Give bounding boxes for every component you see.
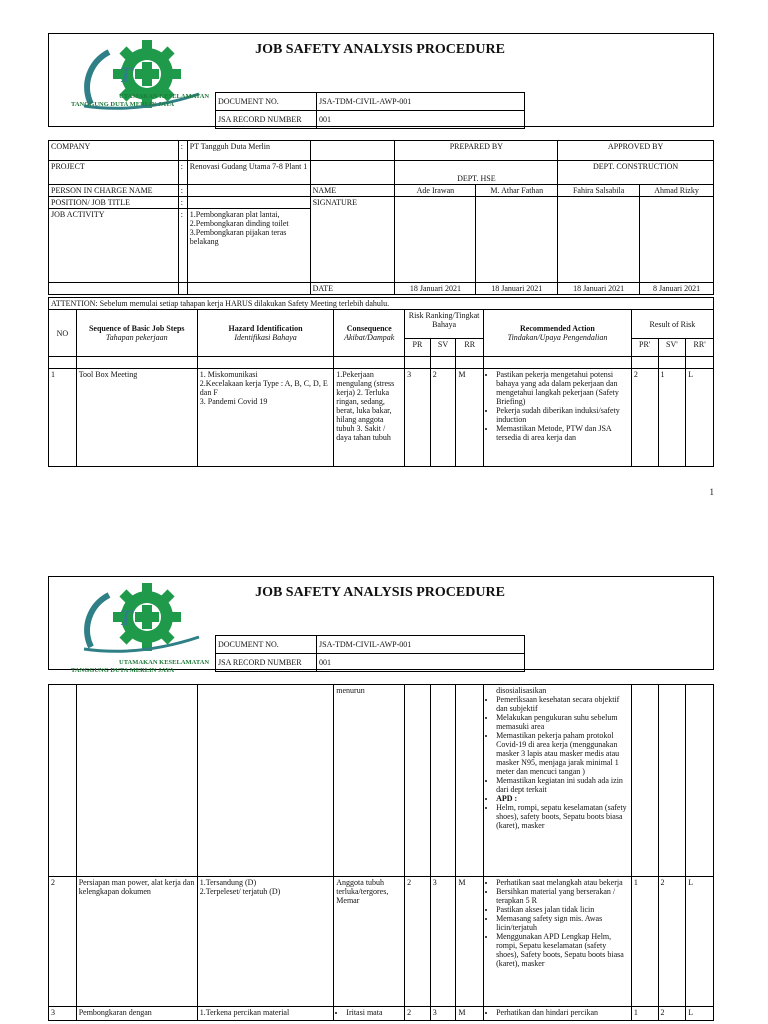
preparer-name-2: M. Athar Fathan — [476, 185, 558, 197]
row-rr: M — [456, 1007, 484, 1021]
jsa-table — [48, 297, 714, 467]
activity-item: 1.Pembongkaran plat lantai, — [189, 210, 280, 219]
position-label: POSITION/ JOB TITLE — [49, 197, 179, 209]
col-hazard — [197, 310, 333, 357]
action-item: • Melakukan pengukuran suhu sebelum memasuki area — [496, 713, 629, 731]
row-consequence: menurun — [334, 685, 405, 877]
table-row — [49, 685, 714, 877]
activity-label: JOB ACTIVITY — [49, 209, 179, 283]
row-pr2: 1 — [631, 877, 658, 1007]
col-consequence-subtitle: Akibat/Dampak — [344, 333, 395, 342]
logo-company-name: TANGGUNG DUTA MERLIN JAYA — [71, 667, 175, 674]
logo-tagline: UTAMAKAN KESELAMATAN — [119, 659, 210, 666]
table-row — [49, 1007, 714, 1021]
row-actions — [484, 877, 632, 1007]
prepared-by-heading: PREPARED BY — [395, 141, 558, 161]
action-item: • Memastikan pekerja paham protokol Covid-19 di area kerja (menggunakan masker 3 lapis atau masker medis atau masker N95, menjaga jarak minimal 1 meter dan mencuci tangan ) — [496, 731, 629, 776]
row-step: Tool Box Meeting — [76, 369, 197, 467]
col-steps — [76, 310, 197, 357]
row-rr2: L — [686, 877, 714, 1007]
row-sv: 3 — [430, 877, 456, 1007]
action-item: • Perhatikan saat melangkah atau bekerja — [496, 878, 629, 887]
date-1: 18 Januari 2021 — [395, 283, 476, 295]
row-pr: 2 — [405, 1007, 431, 1021]
hazard-item: 2.Kecelakaan kerja Type : A, B, C, D, E dan F — [199, 379, 328, 397]
col-hazard-title: Hazard Identification — [228, 324, 303, 333]
col-action — [484, 310, 632, 357]
company-label: COMPANY — [49, 141, 179, 161]
action-item: • Pemeriksaan kesehatan secara objektif dan subjektif — [496, 695, 629, 713]
col-rr2: RR' — [686, 339, 714, 357]
col-steps-title: Sequence of Basic Job Steps — [88, 324, 185, 333]
job-info-table — [48, 140, 714, 295]
row-step: Pembongkaran dengan — [76, 1007, 197, 1021]
action-item: • Pastikan pekerja mengetahui potensi bahaya yang ada dalam pekerjaan dan mengetahui langkah pekerjaan (Safety Briefing) — [496, 370, 629, 406]
company-logo — [49, 577, 215, 674]
signature-label: SIGNATURE — [310, 197, 395, 283]
row-sv2: 2 — [658, 877, 686, 1007]
hazard-item: 2.Terpeleset/ terjatuh (D) — [199, 887, 281, 896]
row-hazard — [197, 877, 333, 1007]
activity-item: 3.Pembongkaran pijakan teras belakang — [189, 228, 287, 246]
col-pr: PR — [405, 339, 431, 357]
document-header — [48, 33, 714, 127]
document-id-table — [215, 92, 525, 129]
action-item: • Memastikan kegiatan ini sudah ada izin dari dept terkait — [496, 776, 629, 794]
colon: : — [178, 141, 187, 161]
row-hazard — [197, 369, 333, 467]
logo-company-name: TANGGUNG DUTA MERLIN JAYA — [71, 101, 175, 108]
row-sv2: 1 — [658, 369, 686, 467]
svg-text:T: T — [119, 605, 133, 630]
hazard-item: 3. Pandemi Covid 19 — [199, 397, 268, 406]
col-hazard-subtitle: Identifikasi Bahaya — [234, 333, 297, 342]
row-consequence: Anggota tubuh terluka/tergores, Memar — [334, 877, 405, 1007]
row-rr2: L — [686, 1007, 714, 1021]
date-label: DATE — [310, 283, 395, 295]
colon: : — [178, 185, 187, 197]
date-2: 18 Januari 2021 — [476, 283, 558, 295]
activity-item: 2.Pembongkaran dinding toilet — [189, 219, 289, 228]
col-sv: SV — [430, 339, 456, 357]
col-action-subtitle: Tindakan/Upaya Pengendalian — [507, 333, 608, 342]
page-1 — [0, 0, 768, 510]
name-label: NAME — [310, 185, 395, 197]
action-item: • Pekerja sudah diberikan induksi/safety induction — [496, 406, 629, 424]
action-item: • Perhatikan dan hindari percikan — [496, 1008, 629, 1017]
col-sv2: SV' — [658, 339, 686, 357]
action-item: • APD : — [496, 794, 629, 803]
hazard-item: 1. Miskomunikasi — [199, 370, 258, 379]
dept-construction: DEPT. CONSTRUCTION — [558, 161, 714, 185]
col-result: Result of Risk — [631, 310, 713, 339]
approver-name-2: Ahmad Rizky — [640, 185, 714, 197]
row-no: 3 — [49, 1007, 77, 1021]
row-pr2: 1 — [631, 1007, 658, 1021]
dept-hse: DEPT. HSE — [395, 161, 558, 185]
row-actions — [484, 1007, 632, 1021]
action-item: • Helm, rompi, sepatu keselamatan (safety shoes), safety boots, Sepatu boots biasa (karet), masker — [496, 803, 629, 830]
document-title: JOB SAFETY ANALYSIS PROCEDURE — [255, 42, 505, 57]
row-pr2: 2 — [631, 369, 658, 467]
row-no: 1 — [49, 369, 77, 467]
consequence-item: • Iritasi mata — [346, 1008, 402, 1017]
row-pr: 2 — [405, 877, 431, 1007]
svg-text:T: T — [119, 62, 133, 87]
action-item: • Menggunakan APD Lengkap Helm, rompi, Sepatu keselamatan (safety shoes), Safety boots, Sepatu boots biasa (karet), masker — [496, 932, 629, 968]
row-rr: M — [456, 877, 484, 1007]
row-sv: 3 — [430, 1007, 456, 1021]
row-sv2: 2 — [658, 1007, 686, 1021]
col-action-title: Recommended Action — [520, 324, 595, 333]
table-row — [49, 369, 714, 467]
row-step: Persiapan man power, alat kerja dan kelengkapan dokumen — [76, 877, 197, 1007]
project-label: PROJECT — [49, 161, 179, 185]
row-hazard: 1.Terkena percikan material — [197, 1007, 333, 1021]
record-no-label: JSA RECORD NUMBER — [216, 111, 317, 129]
action-continued: disosialisasikan — [496, 686, 547, 695]
row-rr2: L — [686, 369, 714, 467]
action-item: • Memasang safety sign mis. Awas licin/terjatuh — [496, 914, 629, 932]
action-item: • Pastikan akses jalan tidak licin — [496, 905, 629, 914]
row-sv: 2 — [430, 369, 456, 467]
hazard-item: 1.Tersandung (D) — [199, 878, 257, 887]
action-item: • Memastikan Metode, PTW dan JSA tersedia di area kerja dan — [496, 424, 629, 442]
jsa-table-continued — [48, 684, 714, 1021]
record-no-label: JSA RECORD NUMBER — [216, 654, 317, 672]
action-item: • Bersihkan material yang berserakan / terapkan 5 R — [496, 887, 629, 905]
record-no-value: 001 — [317, 111, 525, 129]
table-row — [49, 877, 714, 1007]
col-consequence — [334, 310, 405, 357]
row-consequence — [334, 1007, 405, 1021]
pic-label: PERSON IN CHARGE NAME — [49, 185, 179, 197]
record-no-value: 001 — [317, 654, 525, 672]
col-no: NO — [49, 310, 77, 357]
page-2 — [0, 560, 768, 1024]
preparer-name-1: Ade Irawan — [395, 185, 476, 197]
col-rr: RR — [456, 339, 484, 357]
company-logo — [49, 34, 215, 126]
doc-no-label: DOCUMENT NO. — [216, 636, 317, 654]
document-header — [48, 576, 714, 674]
doc-no-value: JSA-TDM-CIVIL-AWP-001 — [317, 93, 525, 111]
row-pr: 3 — [405, 369, 431, 467]
colon: : — [178, 197, 187, 209]
doc-no-value: JSA-TDM-CIVIL-AWP-001 — [317, 636, 525, 654]
row-no: 2 — [49, 877, 77, 1007]
row-actions — [484, 369, 632, 467]
approver-name-1: Fahira Salsabila — [558, 185, 640, 197]
approved-by-heading: APPROVED BY — [558, 141, 714, 161]
document-title: JOB SAFETY ANALYSIS PROCEDURE — [255, 585, 505, 600]
attention-note: ATTENTION: Sebelum memulai setiap tahapan kerja HARUS dilakukan Safety Meeting terlebih dahulu. — [49, 298, 714, 310]
col-risk: Risk Ranking/Tingkat Bahaya — [405, 310, 484, 339]
col-steps-subtitle: Tahapan pekerjaan — [105, 333, 168, 342]
row-rr: M — [456, 369, 484, 467]
col-pr2: PR' — [631, 339, 658, 357]
page-number: 1 — [709, 487, 714, 497]
project-value: Renovasi Gudang Utama 7-8 Plant 1 — [187, 161, 310, 185]
col-consequence-title: Consequence — [346, 324, 392, 333]
doc-no-label: DOCUMENT NO. — [216, 93, 317, 111]
row-consequence: 1.Pekerjaan mengulang (stress kerja) 2. Terluka ringan, sedang, berat, luka bakar, hilang anggota tubuh 3. Sakit / daya tahan tubuh — [334, 369, 405, 467]
company-value: PT Tangguh Duta Merlin — [187, 141, 310, 161]
row-actions — [484, 685, 632, 877]
activity-list — [187, 209, 310, 283]
logo-tagline: UTAMAKAN KESELAMATAN — [119, 93, 210, 100]
date-3: 18 Januari 2021 — [558, 283, 640, 295]
colon: : — [178, 161, 187, 185]
page-gap — [0, 510, 768, 560]
colon: : — [178, 209, 187, 283]
document-id-table — [215, 635, 525, 672]
date-4: 8 Januari 2021 — [640, 283, 714, 295]
